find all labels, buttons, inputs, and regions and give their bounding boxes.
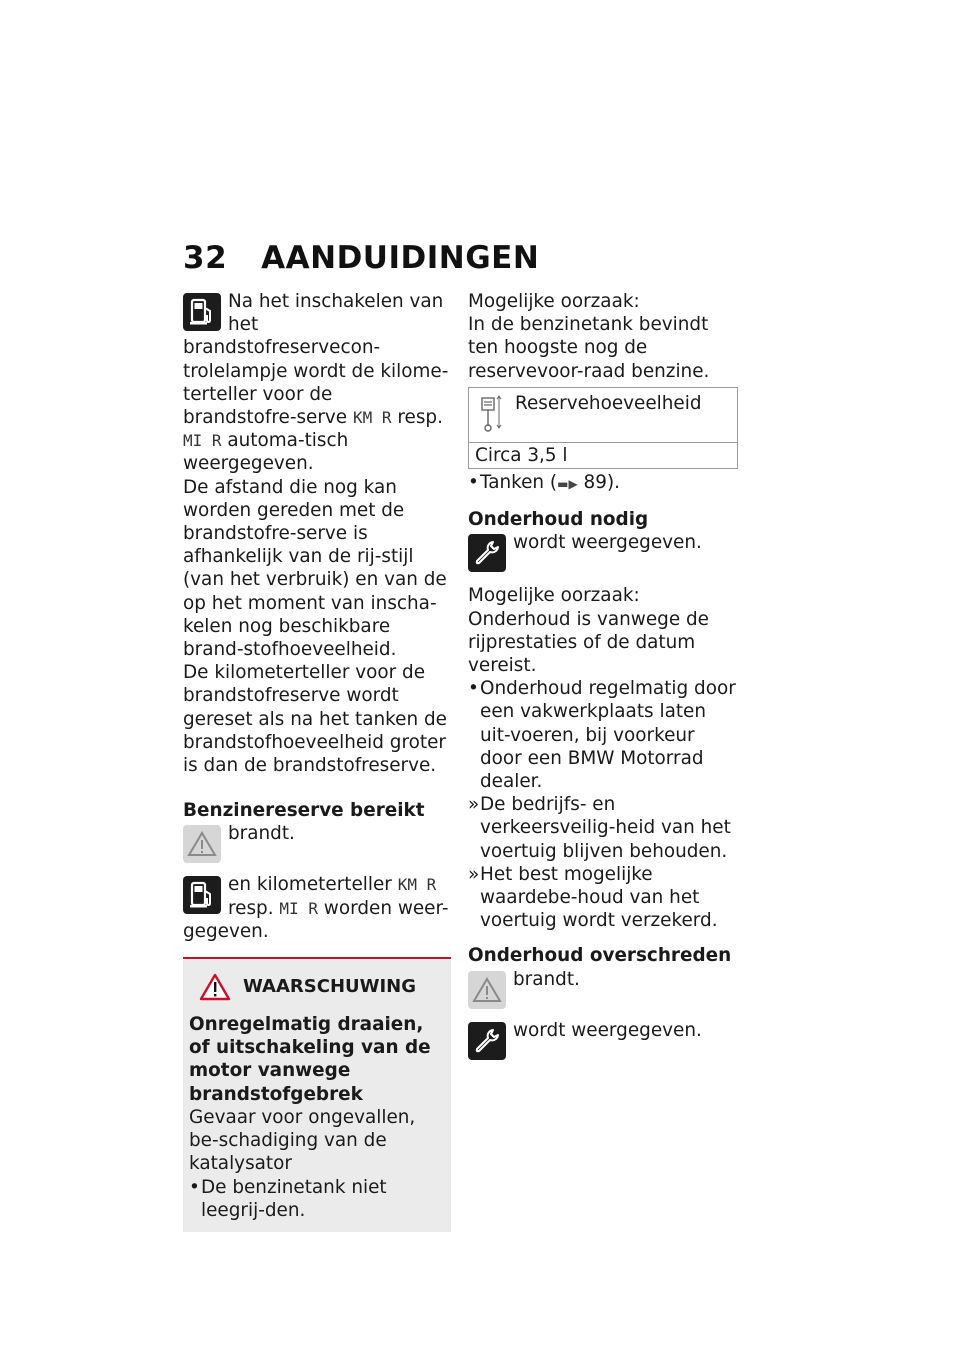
intro-text: Na het inschakelen van het brandstofreservecon-trolelampje wordt de kilome-terteller voor de brandstofre-serve KM R resp. MI R automa-tisch weergegeven.: [183, 291, 449, 475]
reserve-brandt: brandt.: [228, 823, 295, 845]
display-mi-r: MI R: [183, 431, 222, 451]
wrench-icon: [468, 534, 506, 572]
spec-table: [468, 387, 738, 469]
service-cause-label: Mogelijke oorzaak:: [468, 585, 640, 607]
display-mi-r: MI R: [279, 898, 318, 918]
reserve-km-text: en kilometerteller KM R resp. MI R worden weer-gegeven.: [183, 874, 449, 942]
overdue-service-row: [468, 1019, 740, 1064]
right-column: [468, 290, 740, 1064]
spec-table-value: Circa 3,5 l: [475, 444, 568, 466]
display-km-r: KM R: [352, 408, 392, 428]
service-result-1: » De bedrijfs- en verkeersveilig-heid van het voertuig blijven behouden.: [468, 793, 740, 863]
service-heading: Onderhoud nodig: [468, 509, 649, 531]
range-paragraph: De afstand die nog kan worden gereden met de brandstofre-serve is afhankelijk van de rij-stijl (van het verbruik) en van de op het moment van inscha-kelen nog beschikbare brand-stofhoeveelheid.: [183, 476, 447, 661]
fuel-pump-icon: [183, 293, 221, 331]
overdue-warning-row: [468, 968, 740, 1013]
warning-box: [183, 959, 451, 1232]
fuel-pump-icon: [183, 876, 221, 914]
reserve-km-row: [183, 873, 451, 943]
warning-triangle-icon: [468, 971, 506, 1009]
page-title: [183, 240, 539, 276]
warning-triangle-icon: [183, 825, 221, 863]
service-result-2: » Het best mogelijke waardebe-houd van het voertuig wordt verzekerd.: [468, 863, 740, 933]
service-cause-text: Onderhoud is vanwege de rijprestaties of de datum vereist.: [468, 608, 709, 677]
reserve-heading: Benzinereserve bereikt: [183, 800, 425, 822]
overdue-brandt: brandt.: [513, 968, 580, 990]
wrench-icon: [468, 1022, 506, 1060]
warning-instruction: • De benzinetank niet leegrij-den.: [189, 1176, 445, 1222]
reserve-warning-row: [183, 822, 451, 867]
intro-block: [183, 290, 451, 476]
tanken-page-link[interactable]: 89).: [583, 472, 620, 494]
reset-paragraph: De kilometerteller voor de brandstofreserve wordt gereset als na het tanken de brandstofhoeveelheid groter is dan de brandstofreserve.: [183, 662, 447, 777]
spec-table-header-label: Reservehoeveelheid: [515, 392, 702, 414]
overdue-heading: Onderhoud overschreden: [468, 945, 732, 967]
tanken-reference: • Tanken (▬▶ 89).: [468, 471, 740, 496]
warning-cause: Onregelmatig draaien, of uitschakeling van de motor vanwege brandstofgebrek: [189, 1014, 431, 1105]
page-reference-arrow-icon: ▬▶: [557, 477, 578, 492]
display-km-r: KM R: [397, 875, 437, 895]
cause-text: In de benzinetank bevindt ten hoogste nog de reservevoor-raad benzine.: [468, 314, 710, 382]
fuel-quantity-icon: [479, 394, 505, 434]
service-shown: wordt weergegeven.: [513, 532, 702, 554]
service-instruction: • Onderhoud regelmatig door een vakwerkplaats laten uit-voeren, bij voorkeur door een BMW Motorrad dealer.: [468, 677, 740, 793]
warning-danger: Gevaar voor ongevallen, be-schadiging van de katalysator: [189, 1106, 416, 1175]
overdue-shown: wordt weergegeven.: [513, 1019, 702, 1041]
cause-label: Mogelijke oorzaak:: [468, 291, 640, 312]
page-number: 32: [183, 240, 228, 276]
left-column: [183, 290, 451, 1232]
service-row: [468, 531, 740, 576]
spec-table-header: [469, 388, 737, 443]
chapter-title: AANDUIDINGEN: [261, 240, 540, 276]
warning-triangle-icon: [199, 973, 231, 1001]
warning-title: WAARSCHUWING: [199, 973, 445, 1001]
